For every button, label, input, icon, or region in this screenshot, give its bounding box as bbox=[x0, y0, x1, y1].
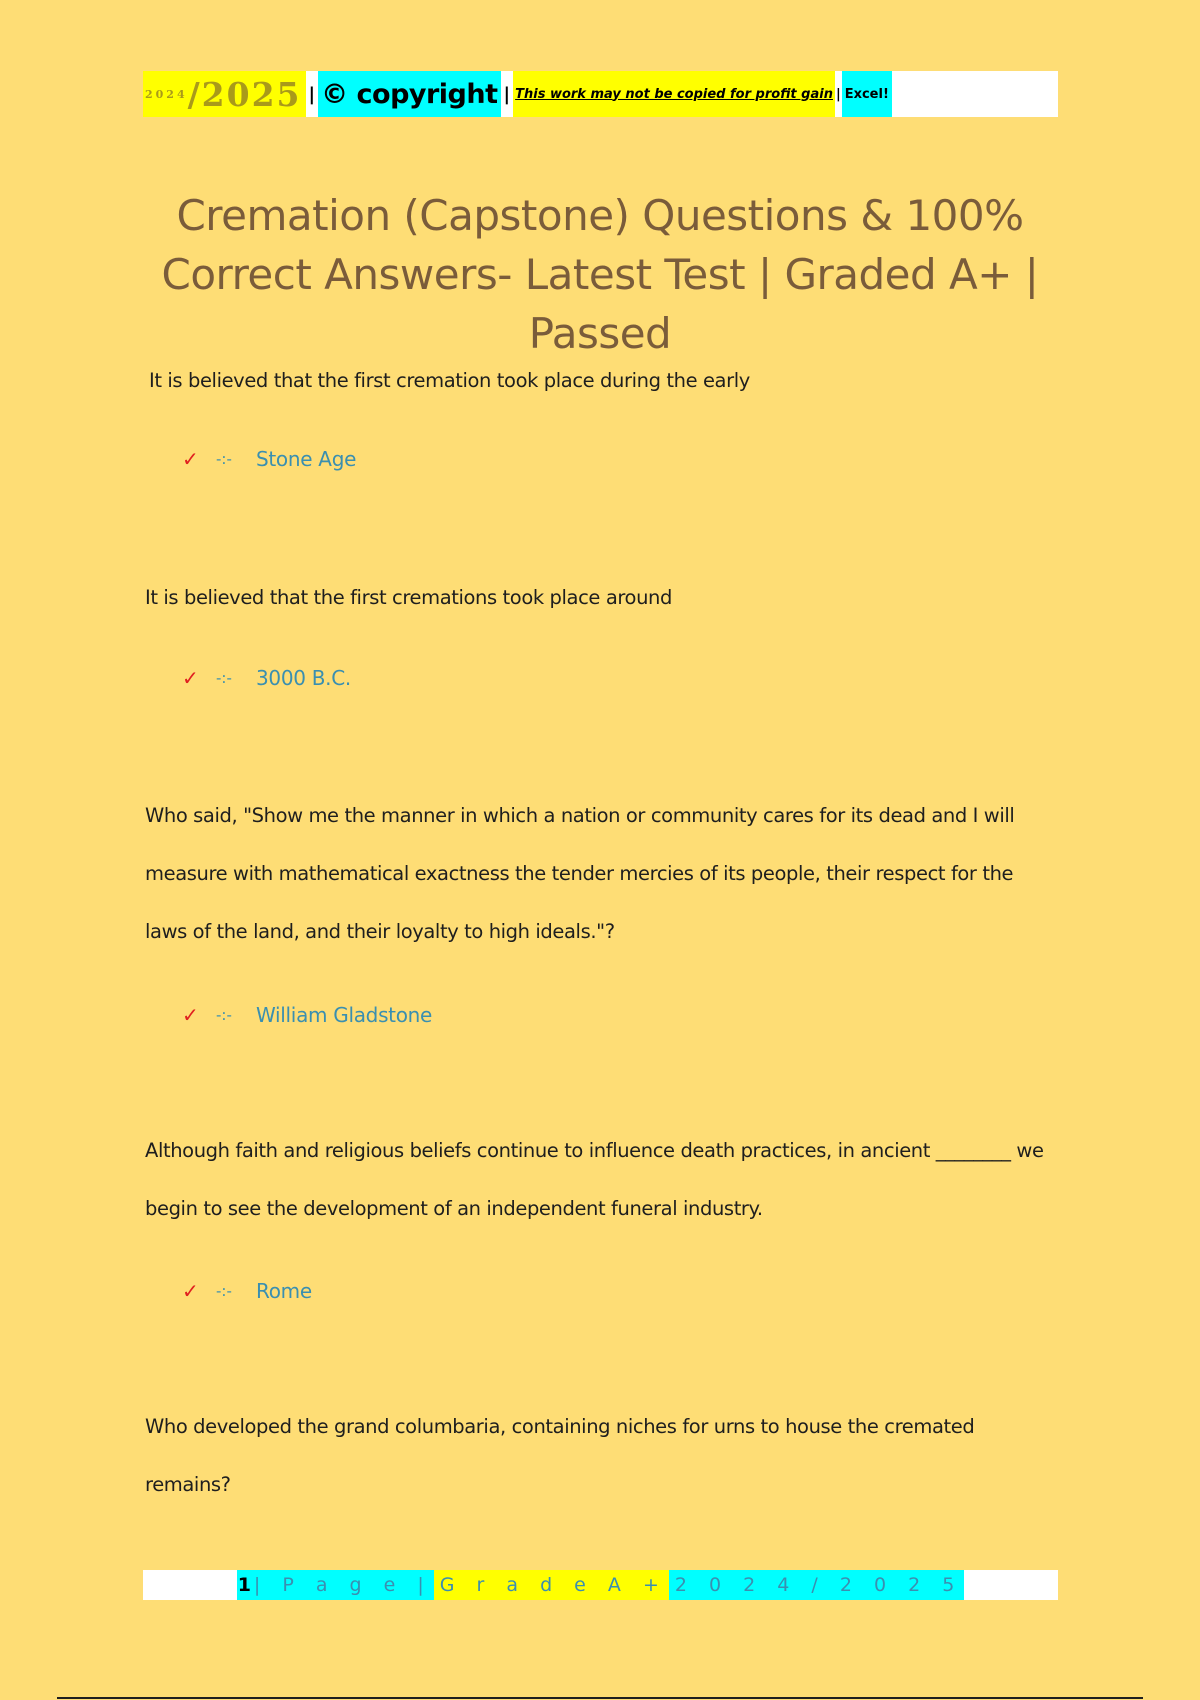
page-title: Cremation (Capstone) Questions & 100% Correct Answers- Latest Test | Graded A+ | Passed bbox=[161, 191, 1039, 358]
answer-marker: -:- bbox=[216, 450, 232, 468]
checkmark-icon: ✓ bbox=[182, 1003, 199, 1027]
header-copyright: © copyright bbox=[318, 71, 500, 117]
answer-text: William Gladstone bbox=[256, 1003, 433, 1027]
question-text: It is believed that the first cremations took place around bbox=[145, 586, 672, 609]
answer-marker: -:- bbox=[216, 1282, 232, 1300]
answer-row bbox=[182, 1276, 312, 1306]
answer-marker: -:- bbox=[216, 1006, 232, 1024]
question-text: It is believed that the first cremation took place during the early bbox=[149, 369, 750, 392]
answer-row bbox=[182, 663, 351, 693]
answer-text: Stone Age bbox=[256, 447, 357, 471]
answer-text: 3000 B.C. bbox=[256, 666, 351, 690]
answer-row bbox=[182, 1000, 432, 1030]
checkmark-icon: ✓ bbox=[182, 1279, 199, 1303]
footer-page-label: | P a g e | bbox=[252, 1570, 434, 1600]
answer-marker: -:- bbox=[216, 669, 232, 687]
question-text: Who developed the grand columbaria, containing niches for urns to house the cremated remains? bbox=[145, 1415, 975, 1496]
header-notice: This work may not be copied for profit gain bbox=[513, 71, 835, 117]
answer-text: Rome bbox=[256, 1279, 312, 1303]
checkmark-icon: ✓ bbox=[182, 666, 199, 690]
header-year-small: 2024 bbox=[145, 87, 188, 101]
header-excel: Excel! bbox=[842, 71, 892, 117]
question-text: Although faith and religious beliefs continue to influence death practices, in ancient ________ we begin to see the development of an independent funeral industry. bbox=[145, 1139, 1044, 1220]
header-year-big: /2025 bbox=[187, 74, 302, 114]
page-footer bbox=[143, 1570, 1058, 1600]
footer-year: 2 0 2 4 / 2 0 2 5 bbox=[669, 1570, 964, 1600]
footer-grade: G r a d e A + bbox=[434, 1570, 669, 1600]
footer-page-number: 1 bbox=[237, 1570, 252, 1600]
header-separator: | bbox=[308, 83, 316, 105]
bottom-divider bbox=[57, 1697, 1143, 1699]
header-separator: | bbox=[835, 86, 841, 102]
checkmark-icon: ✓ bbox=[182, 447, 199, 471]
answer-row bbox=[182, 444, 356, 474]
header-separator: | bbox=[503, 83, 511, 105]
question-text: Who said, "Show me the manner in which a nation or community cares for its dead and I will measure with mathematical exactness the tender mercies of its people, their respect for the laws of the land, and their loyalty to high ideals."? bbox=[145, 804, 1015, 943]
